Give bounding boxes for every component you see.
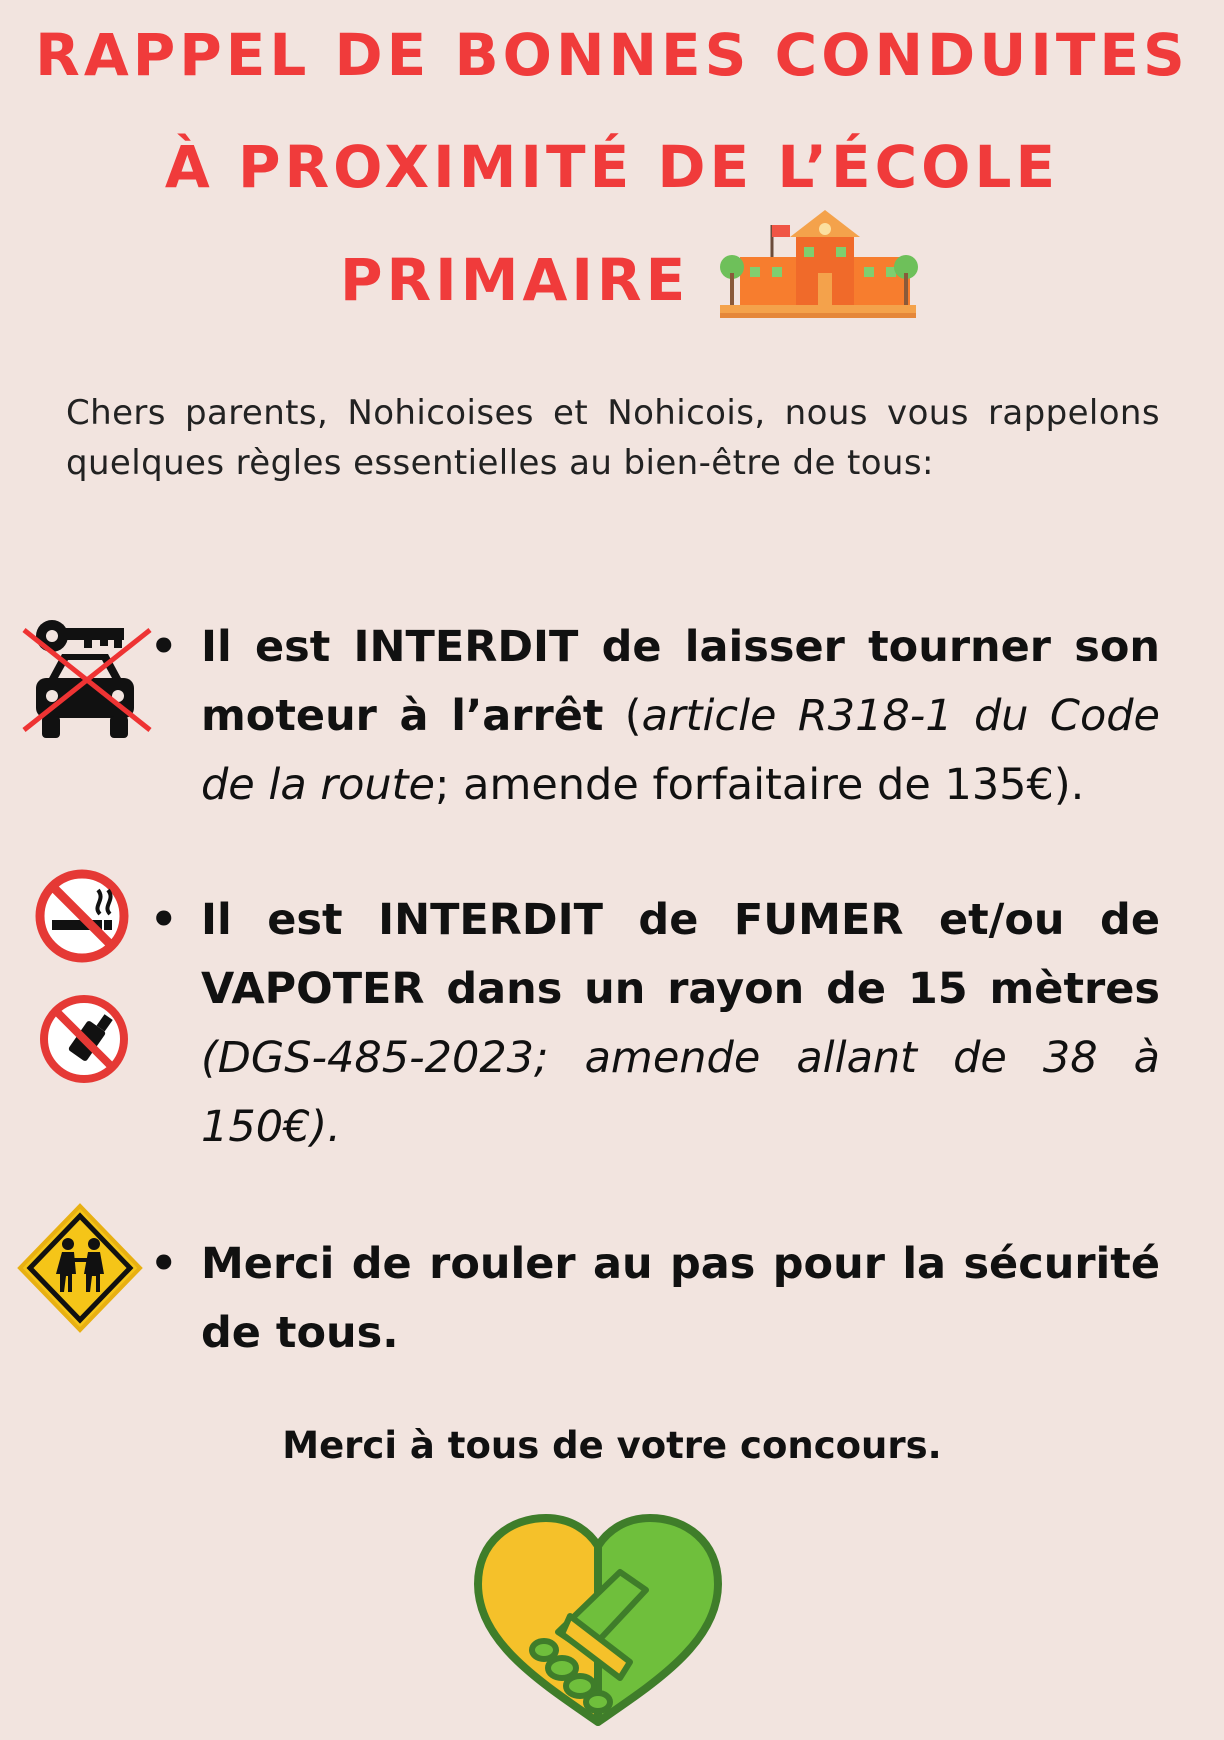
rule-no-idling [150,613,1160,820]
bullet: • [150,895,178,945]
rule-text [201,1230,1160,1368]
rule-rest-text: ; amende forfaitaire de 135€). [434,760,1085,810]
school-children-crossing-icon [16,1202,144,1334]
title-line-2: À PROXIMITÉ DE L’ÉCOLE [164,133,1060,201]
rule-bold-text: Il est INTERDIT de laisser tourner son moteur à l’arrêt [201,622,1160,741]
rule-italic-text: (DGS-485-2023; amende allant de 38 à 150€). [201,1033,1160,1152]
intro-paragraph: Chers parents, Nohicoises et Nohicois, nous vous rappelons quelques règles essentielles au bien-être de tous: [66,393,1160,483]
no-smoking-icon [34,868,130,964]
handshake-heart-icon [470,1512,726,1730]
rule-slow-down [150,1230,1160,1368]
school-building-icon [720,205,920,320]
closing-text: Merci à tous de votre concours. [282,1424,942,1467]
rule-text [201,613,1160,820]
title-line-3: PRIMAIRE [340,246,690,314]
rule-text [201,886,1160,1162]
paren-open: ( [603,691,642,741]
rule-no-smoking [150,886,1160,1162]
rule-italic-text: article R318-1 du Code de la route [201,691,1160,810]
bullet: • [150,1239,178,1289]
no-idling-car-icon [18,612,152,750]
title-line-1: RAPPEL DE BONNES CONDUITES [35,21,1189,89]
no-vaping-icon [38,993,130,1085]
rule-bold-text: Il est INTERDIT de FUMER et/ou de VAPOTER dans un rayon de 15 mètres [201,895,1160,1014]
rule-bold-text: Merci de rouler au pas pour la sécurité de tous. [201,1239,1160,1358]
bullet: • [150,622,178,672]
